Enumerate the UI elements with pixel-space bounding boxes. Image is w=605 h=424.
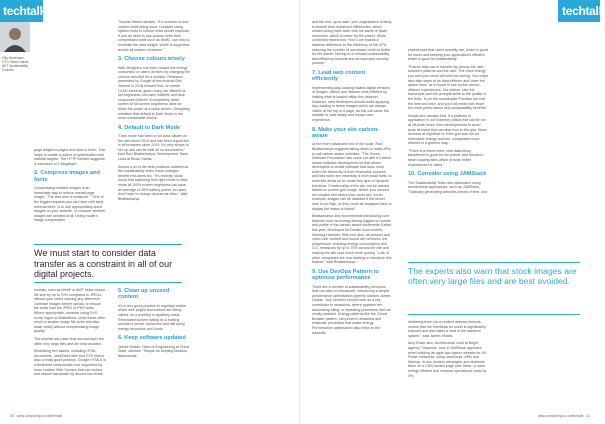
quote-rule-bottom-right	[408, 314, 580, 315]
paragraph: Minimising text assets, including HTML documents, JavaScript files and CSS files is also a really good practice. Google HTML5 is a treatment compression tool supported by most modern Web Servers that can reduce and reduce bandwidth by around two thirds.	[34, 349, 106, 377]
paragraph: Implementing lazy-loading makes digital versions of images, videos and iframes more efficient by limiting what is loaded within the viewport. However, web developers should avoid applying lazy-loading to these images which are always visible at the top of a page, as this will cause the website to load slowly and impact user experience.	[312, 85, 391, 122]
heading-carbon-aware: 8. Make your site carbon-aware	[312, 126, 380, 139]
paragraph: Amy Rowe also, Architectural Lead at Bright Agency Turquoise, runs a JAMStack approach when building an agile low-carbon website for UK Power Networks, using JavaScript, APIs and Markup, to use modern webpages and distribute them on a CDN-hosted page over these, to save energy efficient and reduced operational costs by 4%.	[408, 341, 487, 378]
left-column-1-lower	[34, 288, 106, 380]
paragraph: Accent a lot of the best practices outlined as the sustainability team, these changes benefit end-users too. "It's recently study found that switching from light mode to dark mode at 100% screen brightness can save an average of 45% battery power, so users don't have to charge devices as often," said Bhattacharya.	[118, 164, 189, 201]
paragraph: It's a very good practice to regularly review which web pages and content are being visited, on a monthly or quarterly basis. Redundant content sitting on a hosting provider's server consumes and still using energy resources and funds.	[118, 303, 186, 331]
heading-software-updated: 6. Keep software updated	[118, 335, 186, 342]
paragraph: At the more advanced end of the scale, Ravi Bhattacharya suggests taking steps to make APIs to call carbon-aware websites. "The Green Software Foundation has come out with a Carbon Aware software development kit that allows developers to create software that does more when the electricity is from renewable sources and less when the electricity is from fossil fuels, to work into areas so to create this type of dynamic functions. Functionality of the site can be altered based on current grid usage, where your servers are located and where your users are. As an example, images can be disabled if the server load is too high, or they could be swapped back to display the status is linked."	[312, 142, 392, 211]
paragraph: page weight to pages and slow to them. This helps to create a culture of optimisation with realistic targets. The HTTP Archive suggests a maximum of 1 Megabyte.	[34, 148, 106, 166]
paragraph: "There is a theme here: less data being transferred is good for the planet, and results in faster loading sites which provide better experiences for users."	[408, 148, 484, 167]
heading-jamstack: 10. Consider using JAMStack	[408, 171, 487, 178]
right-page	[300, 0, 600, 424]
right-column-2	[408, 48, 488, 197]
photo-caption: Filip Mortensen, CTO, Brave Saints, NET Sustainability Founder	[2, 56, 30, 72]
paragraph: James Hodds, Head of Engineering at Great State, advises: "Simple be keeping libraries, frameworks	[118, 344, 189, 358]
quote-rule-top-right	[408, 262, 580, 263]
paragraph: delivering them via a content delivery network, means that the overhead for users is significantly reduced and also takes a load of the backend system," said James Hodds.	[408, 320, 486, 338]
paragraph: experiences that users actually use, which is good for users and keeping your application's efficient, which is good for sustainability.	[408, 48, 488, 62]
left-column-1	[34, 148, 106, 226]
left-footer	[10, 414, 62, 418]
masthead-logo-left: techtalk	[0, 0, 43, 22]
left-column-2-lower	[118, 288, 190, 362]
paragraph: formats, such as WebP or AVIF helps reduce file size by up to 70% compared to JPEGs, without your users noticing any difference. Optimise images before upload, to reduce the extra load the JPEG or PNG adds. Where appropriate, consider using SVG icons, logos or illustrations, since these often result in smaller image file sizes and also scale easily without compromising image quality."	[34, 288, 106, 334]
masthead-logo-right: techtalk	[558, 0, 600, 22]
author-photo-icon	[0, 22, 30, 52]
heading-devops: 9. Use DevOps Pattern to optimise performance	[312, 268, 379, 282]
heading-dark-mode: 4. Default to Dark Mode	[118, 124, 181, 131]
paragraph: "Ensure data use in transfer lay across the user-between patterns and the user. The more energy you and your users will need as seeing. You might also take steps to be data efficient and lower the space more, as in those in use by the carbon-efficient experiences. Our advice: Use the transcripts and the prompts while to the quality of the lines. To be the sustainable Prioritise the rest the time and time, and you'll all mean with fewer the more performance and sustainability benefits."	[408, 64, 488, 111]
left-column-2	[118, 20, 190, 204]
page-number: 10	[10, 414, 14, 418]
heading-choose-colours: 3. Choose colours wisely	[118, 56, 185, 63]
right-column-1	[312, 20, 392, 338]
left-page	[0, 0, 300, 424]
page-number: 11	[586, 414, 590, 418]
footer-url: www.computing.co.uk/techtalk	[537, 414, 584, 418]
quote-rule-bottom	[34, 282, 182, 283]
right-footer	[538, 414, 590, 418]
paragraph: Thomas Morris advises: "It's common to see custom fonts being used. Consider using system fonts to reduce extra server requests. If you do need to use custom fonts then compressed fonts such as Woff2, can help to minimise the data weight. Woff2 is supported across all modern browsers."	[118, 20, 190, 52]
pull-quote-right: The experts also warn that stock images are often very large files and are best avoided.	[408, 266, 577, 286]
paragraph: Bhattacharya also recommends introducing core features such as energy-saving toggles on screen and profile in the carbon-aware kitchenette Earlier this year, developed for Danish food content, Working Hammer. With one click, all pictures and video over content and sound are removed, the progressive; reducing energy consumption and CO₂ emissions by up to 75% across the site and making the site load much more quickly. "Lots of other companies are now starting to introduce this feature," said Bhattacharya.	[312, 214, 392, 265]
heading-clean-content: 5. Clean up unused content	[118, 288, 170, 301]
paragraph: and the rest, up-to-date, your organisation is likely to benefit from enhanced efficiencies, which means doing more work with the same or fewer resources, which is better for the planet. When combined means this: Your Core makes a massive difference to the efficiency of the CPU, reducing the number of processes which is better for the planet. Moving to a reduced sustainability and efficiency benefits and an improved security posture."	[312, 20, 392, 66]
paragraph: "Dark mode has been a hot class citizen on the web since 2019 and has been supported in all browsers since 2019. It's very simple to set up and can be built on no boundaries," said Ravi Bhattacharya, Development Team Lead at Brave Saints.	[118, 134, 189, 162]
quote-rule-top	[34, 244, 182, 245]
paragraph: Hodds also advises that, if a platform or application is not business critical that can be run at off-peak times, then developments to avoid peak demand that can also look to the grid. Given demand at nighttime or if the grid was run on renewable energy sources, sustainable more efficient in a greener way.	[408, 113, 488, 146]
footer-url: www.computing.co.uk/techtalk	[16, 414, 63, 418]
paragraph: The Sustainability Team also advocates using architectural approaches, such as JAMStack, "Statically generating websites ahead of time, and	[408, 180, 488, 194]
heading-compress-images: 2. Compress images and fonts	[34, 170, 100, 183]
pull-quote: We must start to consider data transfer as a constraint in all of our digital projects.	[34, 248, 173, 279]
paragraph: The experts also warn that second-layer are often very large files and are best avoided.	[34, 336, 105, 346]
paragraph: Web designers can even reduce the energy consumed on users' devices by changing the colours selected for a website. Research presented by Google at the Android Dev Summit in 2018 showed that, on newer OLED screens, green hues use 366mW at full brightness, red uses 448mW, and blue consumes 618mW. A completely white screen at full screen brightness uses six times the power of a black screen. Designing websites that default to Dark Mode is the more sustainable choice.	[118, 65, 190, 121]
paragraph: There are a number of sustainability principles that can also be introduced: introducing a simple performance optimisation pipeline advises James Hodds. "Any services should work as a key contributor to emissions, where systems are automating idling, or repeating processes that are wholly wasteful. Energy patterns like the Circuit Breaker pattern, can prevent unwanted and eradicate processes that waste energy. Performance optimisation also helps to the tradeoffs	[312, 284, 391, 335]
heading-web-content: 7. Lead web content efficiently	[312, 69, 366, 83]
right-column-2-lower	[408, 320, 488, 381]
paragraph: Compressing website images is an immediate way to reduce overall page weight. "The less time it continues." "One of the biggest impacts you can have with fairly minimal effort, is to use appropriately sized images on your website, or consider whether images are needed at all. Using modern image compression	[34, 186, 106, 223]
